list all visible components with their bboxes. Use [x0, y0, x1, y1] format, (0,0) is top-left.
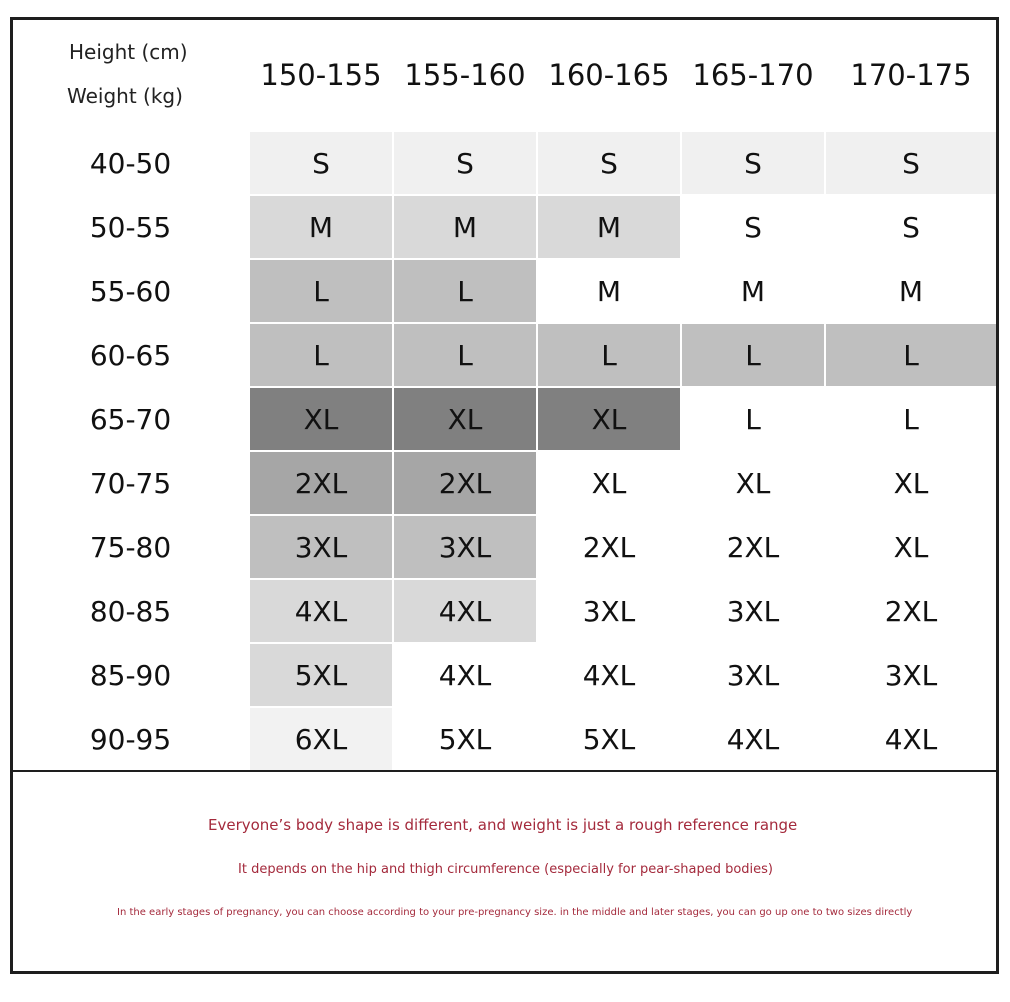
size-cell: XL: [682, 452, 824, 514]
weight-range-label: 75-80: [89, 530, 172, 564]
size-cell: L: [826, 388, 996, 450]
size-cell: 3XL: [250, 516, 392, 578]
size-cell: 3XL: [826, 644, 996, 706]
height-range-header: 170-175: [850, 58, 972, 92]
notes-section: [13, 772, 996, 971]
size-cell: 4XL: [250, 580, 392, 642]
size-cell: M: [250, 196, 392, 258]
size-cell: S: [538, 132, 680, 194]
table-corner-header: [13, 20, 248, 130]
weight-range-label: 60-65: [89, 338, 172, 372]
size-cell: L: [250, 324, 392, 386]
weight-range-label: 80-85: [89, 594, 172, 628]
size-cell: M: [826, 260, 996, 322]
size-cell: 2XL: [394, 452, 536, 514]
height-range-header: 150-155: [260, 58, 382, 92]
size-cell: 4XL: [538, 644, 680, 706]
size-cell: 4XL: [682, 708, 824, 770]
size-cell: S: [826, 132, 996, 194]
weight-range-label: 65-70: [89, 402, 172, 436]
size-cell: M: [682, 260, 824, 322]
size-cell: 5XL: [394, 708, 536, 770]
size-cell: 2XL: [682, 516, 824, 578]
size-cell: M: [538, 260, 680, 322]
size-cell: 3XL: [682, 580, 824, 642]
size-cell: XL: [394, 388, 536, 450]
size-cell: S: [682, 132, 824, 194]
note-line-3: In the early stages of pregnancy, you can choose according to your pre-pregnancy size. in the middle and later stages, you can go up one to two sizes directly: [117, 907, 913, 918]
size-cell: 6XL: [250, 708, 392, 770]
size-cell: L: [826, 324, 996, 386]
height-range-header: 160-165: [548, 58, 670, 92]
size-cell: 2XL: [826, 580, 996, 642]
size-cell: 4XL: [394, 580, 536, 642]
size-cell: L: [250, 260, 392, 322]
weight-range-label: 50-55: [89, 210, 172, 244]
height-range-header: 165-170: [692, 58, 814, 92]
size-cell: 4XL: [826, 708, 996, 770]
size-cell: XL: [538, 388, 680, 450]
size-cell: S: [826, 196, 996, 258]
size-cell: 3XL: [538, 580, 680, 642]
size-cell: 5XL: [538, 708, 680, 770]
height-range-header: 155-160: [404, 58, 526, 92]
weight-range-label: 70-75: [89, 466, 172, 500]
size-cell: 2XL: [538, 516, 680, 578]
size-cell: XL: [826, 452, 996, 514]
weight-range-label: 55-60: [89, 274, 172, 308]
note-line-1: Everyone’s body shape is different, and weight is just a rough reference range: [208, 816, 798, 834]
size-chart-frame: [10, 17, 999, 974]
weight-axis-label: Weight (kg): [67, 84, 183, 108]
size-cell: S: [250, 132, 392, 194]
size-cell: L: [538, 324, 680, 386]
size-cell: 3XL: [682, 644, 824, 706]
size-cell: XL: [250, 388, 392, 450]
size-cell: XL: [538, 452, 680, 514]
size-cell: 2XL: [250, 452, 392, 514]
size-cell: L: [394, 324, 536, 386]
size-cell: L: [682, 324, 824, 386]
weight-range-label: 85-90: [89, 658, 172, 692]
size-cell: XL: [826, 516, 996, 578]
height-axis-label: Height (cm): [69, 40, 188, 64]
size-cell: 4XL: [394, 644, 536, 706]
size-cell: S: [394, 132, 536, 194]
size-cell: L: [682, 388, 824, 450]
size-cell: M: [394, 196, 536, 258]
size-cell: 3XL: [394, 516, 536, 578]
size-cell: 5XL: [250, 644, 392, 706]
size-cell: S: [682, 196, 824, 258]
size-cell: L: [394, 260, 536, 322]
weight-range-label: 90-95: [89, 722, 172, 756]
size-cell: M: [538, 196, 680, 258]
note-line-2: It depends on the hip and thigh circumference (especially for pear-shaped bodies): [238, 862, 773, 877]
weight-range-label: 40-50: [89, 146, 172, 180]
